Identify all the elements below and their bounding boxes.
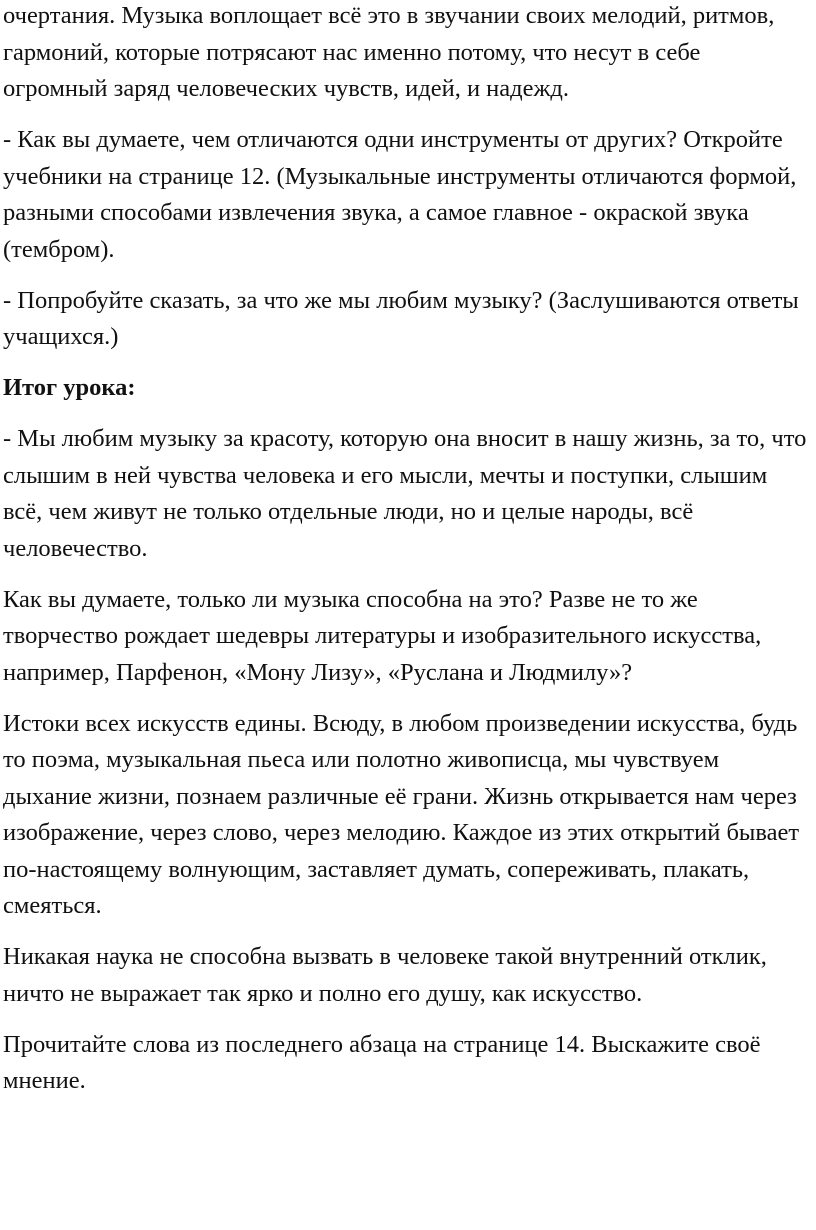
- paragraph-read-page-14: Прочитайте слова из последнего абзаца на странице 14. Выскажите своё мнение.: [3, 1030, 761, 1094]
- paragraph-music-embodies: очертания. Музыка воплощает всё это в звучании своих мелодий, ритмов, гармоний, которые потрясают нас именно потому, что несут в себе огромный заряд человеческих чувств, идей, и надежд.: [3, 2, 775, 102]
- paragraph-no-science: Никакая наука не способна вызвать в человеке такой внутренний отклик, ничто не выражает так ярко и полно его душу, как искусство.: [3, 943, 767, 1007]
- paragraph-origins-of-arts: Истоки всех искусств едины. Всюду, в любом произведении искусства, будь то поэма, музыкальная пьеса или полотно живописца, мы чувствуем дыхание жизни, познаем различные её грани. Жизнь открывается нам через изображение, через слово, через мелодию. Каждое из этих открытий бывает по-настоящему волнующим, заставляет думать, сопереживать, плакать, смеяться.: [3, 709, 800, 919]
- paragraph-why-love-music: - Попробуйте сказать, за что же мы любим музыку? (Заслушиваются ответы учащихся.): [3, 286, 799, 350]
- paragraph-only-music-question: Как вы думаете, только ли музыка способна на это? Разве не то же творчество рождает шедевры литературы и изобразительного искусства, например, Парфенон, «Мону Лизу», «Руслана и Людмилу»?: [3, 585, 762, 686]
- paragraph-love-music-beauty: - Мы любим музыку за красоту, которую она вносит в нашу жизнь, за то, что слышим в ней чувства человека и его мысли, мечты и поступки, слышим всё, чем живут не только отдельные люди, но и целые народы, всё человечество.: [3, 425, 807, 562]
- paragraph-instruments-question: - Как вы думаете, чем отличаются одни инструменты от других? Откройте учебники на странице 12. (Музыкальные инструменты отличаются формой, разными способами извлечения звука, а самое главное - окраской звука (тембром).: [3, 126, 797, 263]
- lesson-summary-heading: Итог урока:: [3, 374, 136, 401]
